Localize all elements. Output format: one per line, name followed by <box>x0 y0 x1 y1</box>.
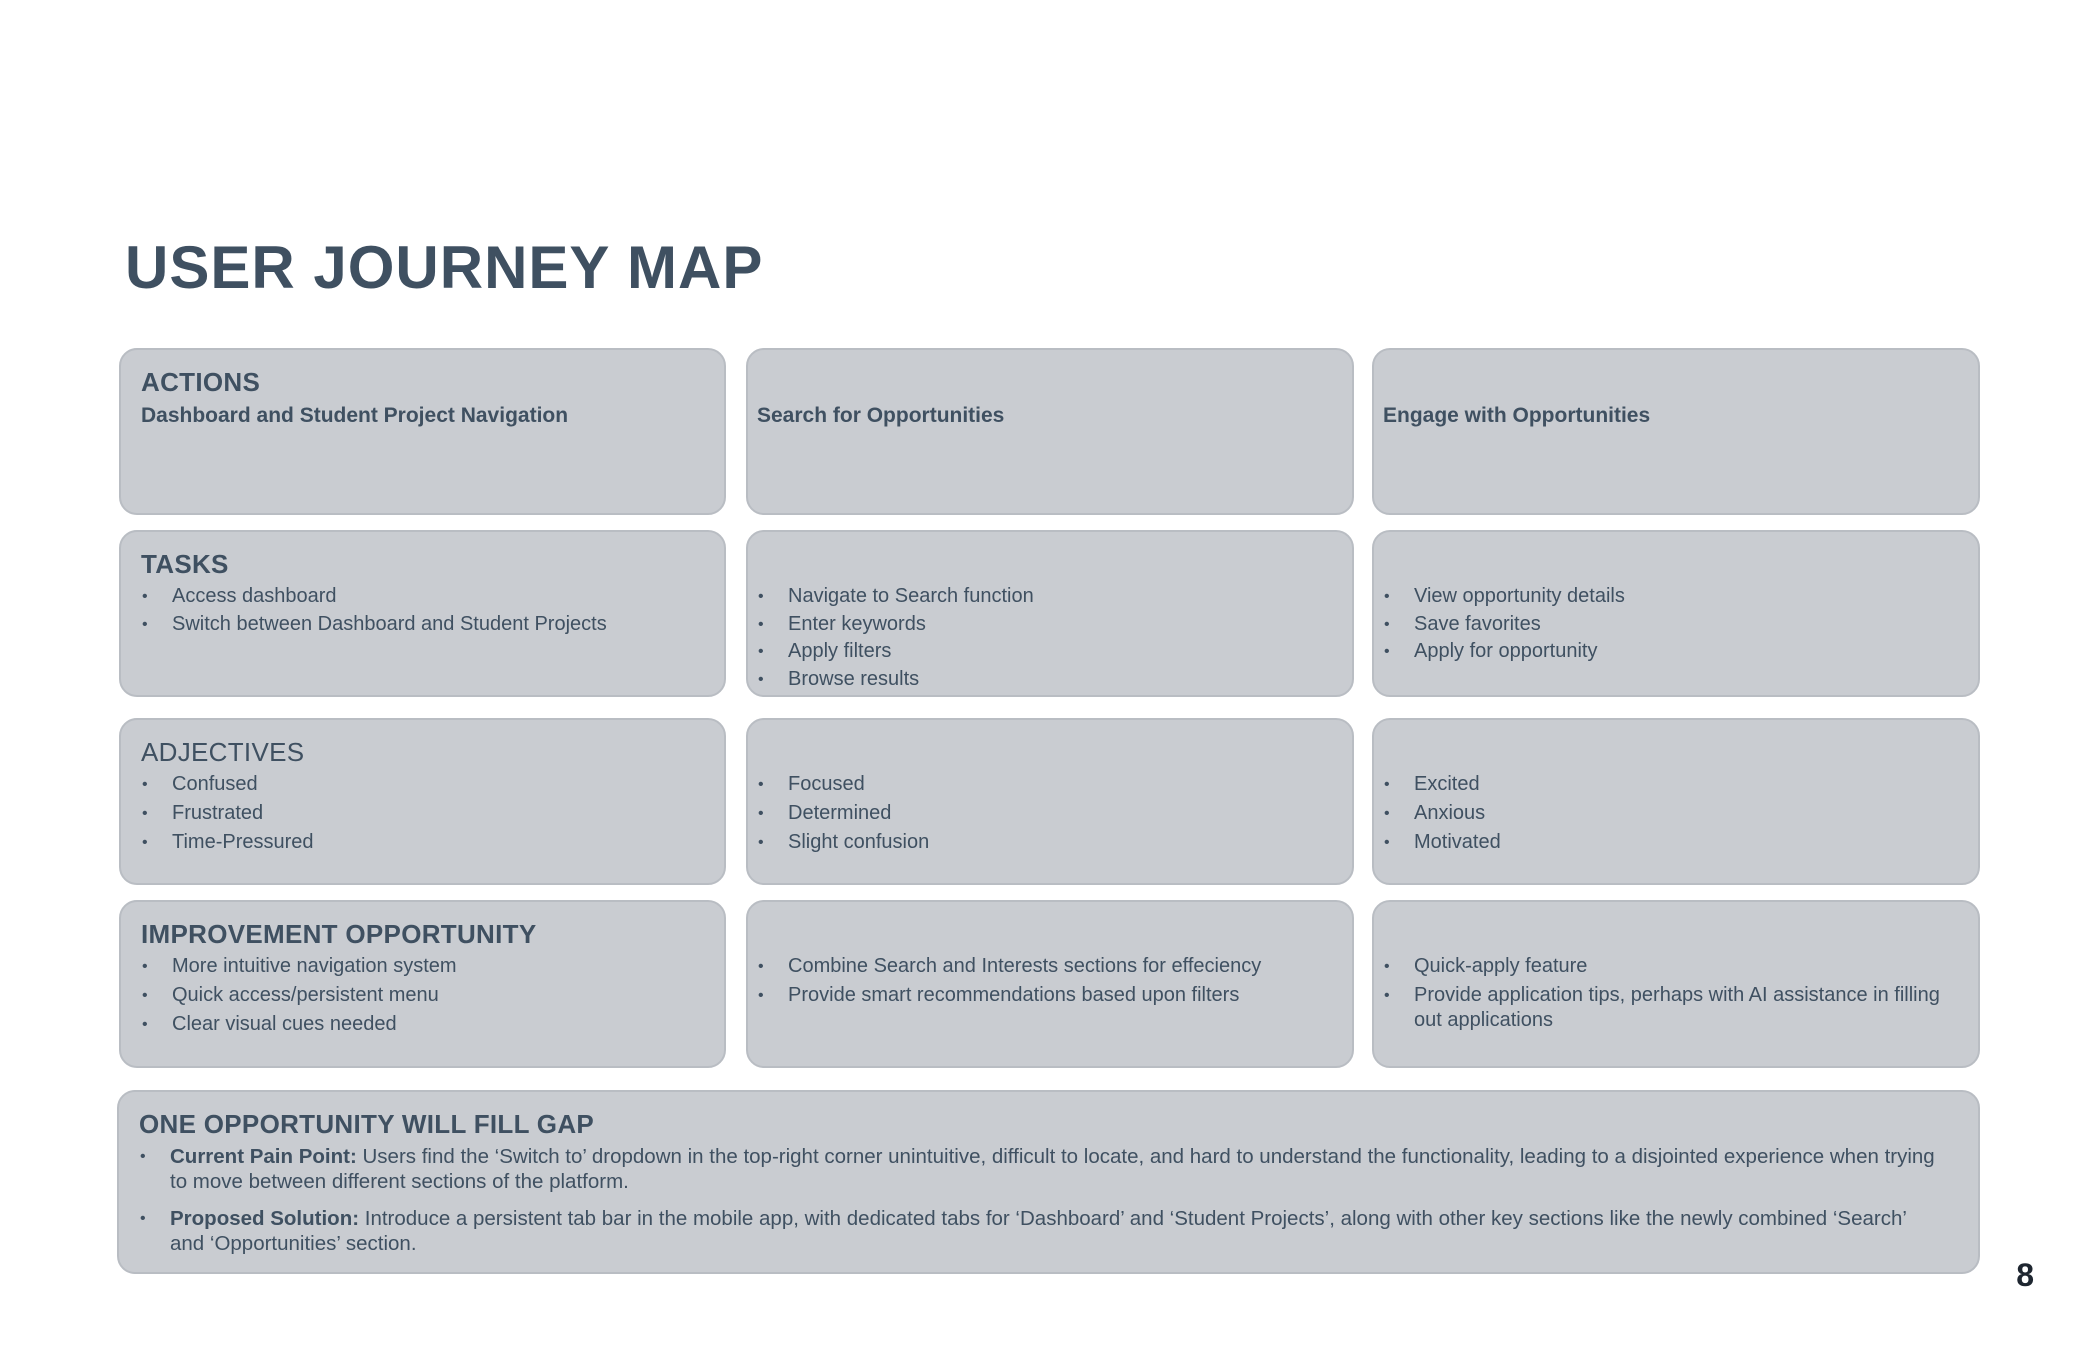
list-item: • Enter keywords <box>757 612 1328 637</box>
tasks-card-2 <box>746 530 1354 697</box>
improvement-card-2 <box>746 900 1354 1068</box>
tasks-label: TASKS <box>141 549 229 579</box>
improvement-card-1 <box>119 900 726 1068</box>
gap-list <box>139 1144 1938 1268</box>
list-item: • Combine Search and Interests sections for effeciency <box>757 954 1328 979</box>
list-item: • Motivated <box>1383 830 1954 855</box>
list-item: • View opportunity details <box>1383 584 1954 609</box>
improvement-card-3 <box>1372 900 1980 1068</box>
list-item: • Quick access/persistent menu <box>141 983 700 1008</box>
adjectives-card-2 <box>746 718 1354 885</box>
tasks-list <box>757 584 1328 694</box>
proposed-solution-lead: Proposed Solution: <box>170 1207 360 1230</box>
list-item: • Apply filters <box>757 639 1328 664</box>
adjectives-label: ADJECTIVES <box>141 737 305 767</box>
tasks-list <box>141 584 700 639</box>
list-item: • Determined <box>757 801 1328 826</box>
list-item: • Frustrated <box>141 801 700 826</box>
pain-point-item <box>139 1144 1938 1194</box>
improvement-list <box>141 954 700 1041</box>
pain-point-lead: Current Pain Point: <box>170 1145 357 1168</box>
actions-card-2 <box>746 348 1354 515</box>
tasks-card-1 <box>119 530 726 697</box>
list-item: • Focused <box>757 772 1328 797</box>
list-item: • Apply for opportunity <box>1383 639 1954 664</box>
adjectives-list <box>1383 772 1954 859</box>
improvement-list <box>1383 954 1954 1037</box>
list-item: • Slight confusion <box>757 830 1328 855</box>
list-item: • Time-Pressured <box>141 830 700 855</box>
actions-card-3 <box>1372 348 1980 515</box>
page-title: USER JOURNEY MAP <box>125 234 764 301</box>
list-item: • Provide smart recommendations based upon filters <box>757 983 1328 1008</box>
list-item: • Anxious <box>1383 801 1954 826</box>
adjectives-list <box>757 772 1328 859</box>
pain-point-text: Users find the ‘Switch to’ dropdown in the top-right corner unintuitive, difficult to locate, and hard to understand the functionality, leading to a disjointed experience when trying to move between different sections of the platform. <box>170 1145 1935 1193</box>
action-text: Dashboard and Student Project Navigation <box>141 404 569 427</box>
tasks-card-3 <box>1372 530 1980 697</box>
tasks-list <box>1383 584 1954 667</box>
improvement-list <box>757 954 1328 1012</box>
list-item: • Switch between Dashboard and Student Projects <box>141 612 700 637</box>
list-item: • More intuitive navigation system <box>141 954 700 979</box>
list-item: • Browse results <box>757 667 1328 692</box>
actions-label: ACTIONS <box>141 367 261 397</box>
action-text: Engage with Opportunities <box>1383 404 1651 427</box>
adjectives-list <box>141 772 700 859</box>
actions-card-1 <box>119 348 726 515</box>
list-item: • Provide application tips, perhaps with AI assistance in filling out applications <box>1383 983 1954 1033</box>
adjectives-card-1 <box>119 718 726 885</box>
list-item: • Clear visual cues needed <box>141 1012 700 1037</box>
list-item: • Quick-apply feature <box>1383 954 1954 979</box>
list-item: • Access dashboard <box>141 584 700 609</box>
adjectives-card-3 <box>1372 718 1980 885</box>
gap-label: ONE OPPORTUNITY WILL FILL GAP <box>139 1109 595 1139</box>
action-text: Search for Opportunities <box>757 404 1005 427</box>
proposed-solution-text: Introduce a persistent tab bar in the mobile app, with dedicated tabs for ‘Dashboard’ and ‘Student Projects’, along with other key sections like the newly combined ‘Search’ and ‘Opportunities’ section. <box>170 1207 1907 1255</box>
list-item: • Excited <box>1383 772 1954 797</box>
improvement-label: IMPROVEMENT OPPORTUNITY <box>141 919 537 949</box>
page-number: 8 <box>2016 1257 2034 1293</box>
list-item: • Confused <box>141 772 700 797</box>
list-item: • Save favorites <box>1383 612 1954 637</box>
gap-card <box>117 1090 1980 1274</box>
list-item: • Navigate to Search function <box>757 584 1328 609</box>
proposed-solution-item <box>139 1206 1938 1256</box>
